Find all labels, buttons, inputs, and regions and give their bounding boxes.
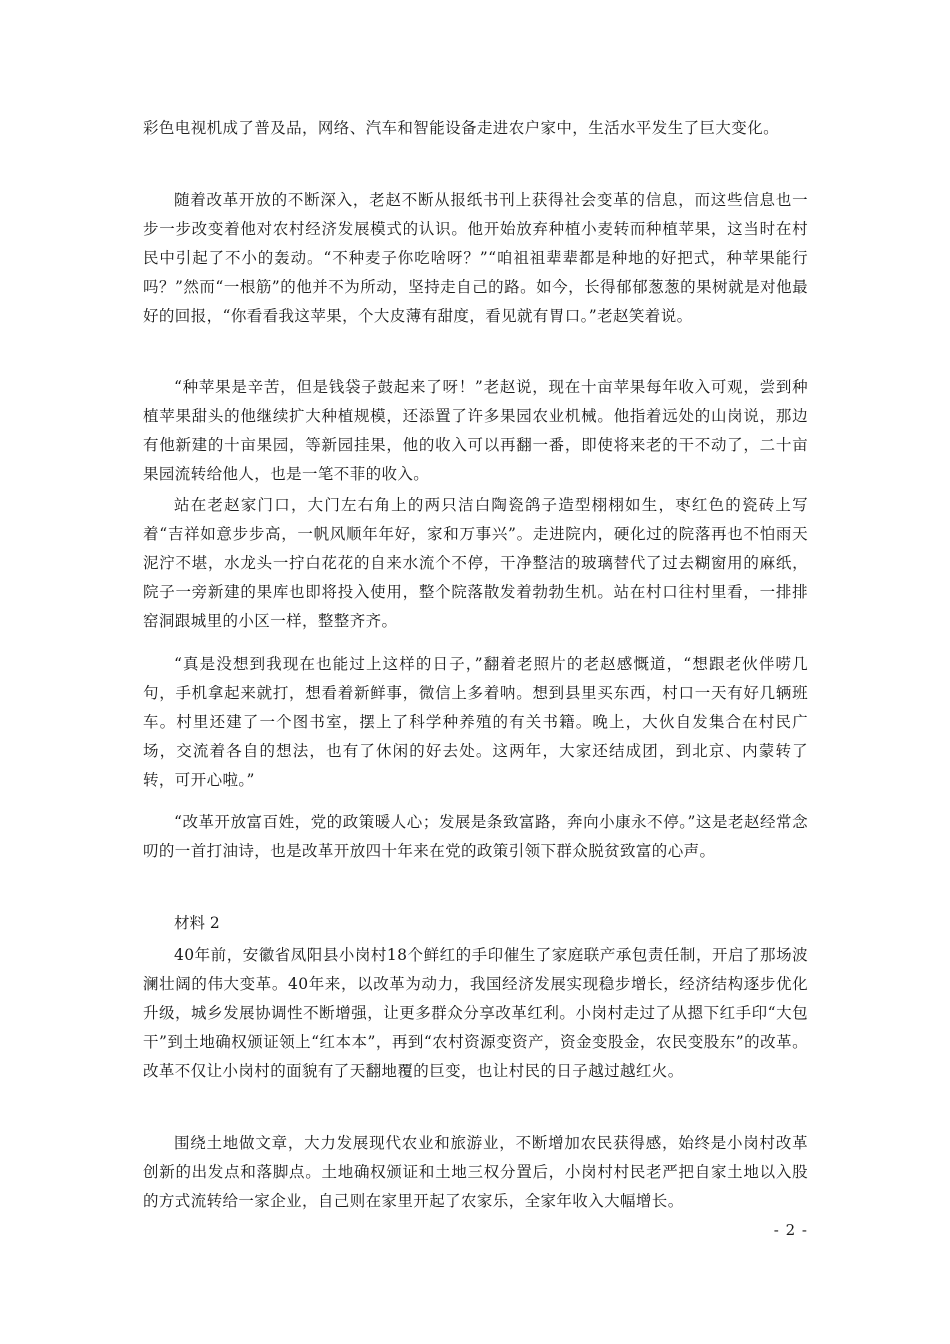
paragraph-8: 围绕土地做文章，大力发展现代农业和旅游业，不断增加农民获得感，始终是小岗村改革创新的出发点和落脚点。土地确权颁证和土地三权分置后，小岗村村民老严把自家土地以入股的方式流转给一家企业，自己则在家里开起了农家乐，全家年收入大幅增长。: [143, 1134, 808, 1210]
page-number: - 2 -: [773, 1221, 808, 1239]
paragraph-2: 随着改革开放的不断深入，老赵不断从报纸书刊上获得社会变革的信息，而这些信息也一步一步改变着他对农村经济发展模式的认识。他开始放弃种植小麦转而种植苹果，这当时在村民中引起了不小的轰动。“不种麦子你吃啥呀？”“咱祖祖辈辈都是种地的好把式，种苹果能行吗？”然而“一根筋”的他并不为所动，坚持走自己的路。如今，长得郁郁葱葱的果树就是对他最好的回报，“你看看我这苹果，个大皮薄有甜度，看见就有胃口。”老赵笑着说。: [143, 191, 808, 325]
paragraph-1: 彩色电视机成了普及品，网络、汽车和智能设备走进农户家中，生活水平发生了巨大变化。: [143, 119, 780, 137]
paragraph-6: “改革开放富百姓，党的政策暖人心；发展是条致富路，奔向小康永不停。”这是老赵经常念叨的一首打油诗，也是改革开放四十年来在党的政策引领下群众脱贫致富的心声。: [143, 813, 808, 860]
paragraph-4: 站在老赵家门口，大门左右角上的两只洁白陶瓷鸽子造型栩栩如生，枣红色的瓷砖上写着“吉祥如意步步高，一帆风顺年年好，家和万事兴”。走进院内，硬化过的院落再也不怕雨天泥泞不堪，水龙头一拧白花花的自来水流个不停，干净整洁的玻璃替代了过去糊窗用的麻纸，院子一旁新建的果库也即将投入使用，整个院落散发着勃勃生机。站在村口往村里看，一排排窑洞跟城里的小区一样，整整齐齐。: [143, 496, 808, 630]
paragraph-3: “种苹果是辛苦，但是钱袋子鼓起来了呀！”老赵说，现在十亩苹果每年收入可观，尝到种植苹果甜头的他继续扩大种植规模，还添置了许多果园农业机械。他指着远处的山岗说，那边有他新建的十亩果园，等新园挂果，他的收入可以再翻一番，即使将来老的干不动了，二十亩果园流转给他人，也是一笔不菲的收入。: [143, 378, 808, 483]
paragraph-7: 40年前，安徽省凤阳县小岗村18个鲜红的手印催生了家庭联产承包责任制，开启了那场波澜壮阔的伟大变革。40年来，以改革为动力，我国经济发展实现稳步增长，经济结构逐步优化升级，城乡发展协调性不断增强，让更多群众分享改革红利。小岗村走过了从摁下红手印“大包干”到土地确权颁证领上“红本本”，再到“农村资源变资产，资金变股金，农民变股东”的改革。改革不仅让小岗村的面貌有了天翻地覆的巨变，也让村民的日子越过越红火。: [143, 946, 808, 1080]
section-heading: 材料 2: [174, 914, 220, 932]
paragraph-5: “真是没想到我现在也能过上这样的日子，”翻着老照片的老赵感慨道，“想跟老伙伴唠几句，手机拿起来就打，想看着新鲜事，微信上多着呐。想到县里买东西，村口一天有好几辆班车。村里还建了一个图书室，摆上了科学种养殖的有关书籍。晚上，大伙自发集合在村民广场，交流着各自的想法，也有了休闲的好去处。这两年，大家还结成团，到北京、内蒙转了转，可开心啦。”: [143, 655, 808, 789]
